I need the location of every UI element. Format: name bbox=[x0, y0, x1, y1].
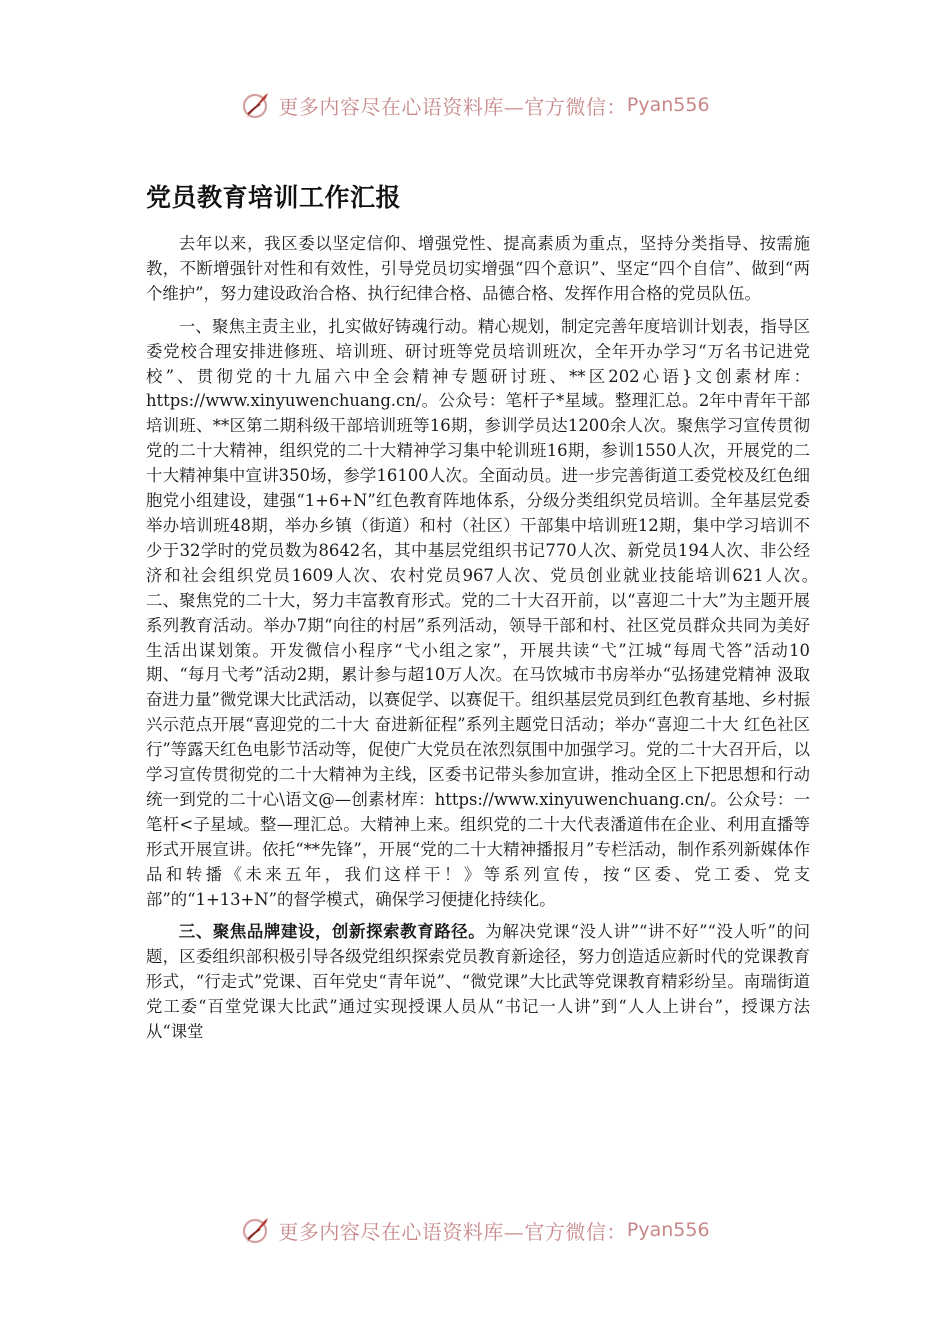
section-1-text: 一、聚焦主责主业，扎实做好铸魂行动。精心规划，制定完善年度培训计划表，指导区委党校合理安排进修班、培训班、研讨班等党员培训班次，全年开办学习“万名书记进党校”、贯彻党的十九届六中全会精神专题研讨班、**区202心语}文创素材库：https://www.xinyuwenchuang.cn/。公众号：笔杆子*星域。整理汇总。2年中青年干部培训班、**区第二期科级干部培训班等16期，参训学员达1200余人次。聚焦学习宣传贯彻党的二十大精神，组织党的二十大精神学习集中轮训班16期，参训1550人次，开展党的二十大精神集中宣讲350场，参学16100人次。全面动员。进一步完善街道工委党校及红色细胞党小组建设，建强“1+6+N”红色教育阵地体系，分级分类组织党员培训。全年基层党委举办培训班48期，举办乡镇（街道）和村（社区）干部集中培训班12期，集中学习培训不少于32学时的党员数为8642名，其中基层党组织书记770人次、新党员194人次、非公经济和社会组织党员1609人次、农村党员967人次、党员创业就业技能培训621人次。 bbox=[146, 316, 810, 585]
paragraph-section-3 bbox=[146, 920, 810, 1045]
section-3-text: 为解决党课“没人讲”“讲不好”“没人听”的问题，区委组织部积极引导各级党组织探索党员教育新途径，努力创造适应新时代的党课教育形式，“行走式”党课、百年党史“青年说”、“微党课”大比武等党课教育精彩纷呈。南瑞街道党工委“百堂党课大比武”通过实现授课人员从“书记一人讲”到“人人上讲台”，授课方法从“课堂 bbox=[146, 922, 810, 1042]
watermark-wechat-id: Pyan556 bbox=[626, 1219, 710, 1241]
watermark-wechat-id: Pyan556 bbox=[626, 94, 710, 116]
watermark-text: 更多内容尽在心语资料库—官方微信： bbox=[278, 94, 627, 119]
document-body bbox=[146, 232, 810, 1053]
paragraph-section-1-2 bbox=[146, 315, 810, 913]
paragraph-intro: 去年以来，我区委以坚定信仰、增强党性、提高素质为重点，坚持分类指导、按需施教，不断增强针对性和有效性，引导党员切实增强“四个意识”、坚定“四个自信”、做到“两个维护”，努力建设政治合格、执行纪律合格、品德合格、发挥作用合格的党员队伍。 bbox=[146, 234, 810, 303]
watermark-text: 更多内容尽在心语资料库—官方微信： bbox=[278, 1219, 627, 1244]
document-title: 党员教育培训工作汇报 bbox=[146, 183, 402, 212]
section-3-heading: 三、聚焦品牌建设，创新探索教育路径。 bbox=[178, 922, 486, 942]
header-watermark-banner bbox=[0, 88, 950, 122]
brush-logo-icon bbox=[240, 1213, 274, 1247]
section-2-text: 二、聚焦党的二十大，努力丰富教育形式。党的二十大召开前，以“喜迎二十大”为主题开展系列教育活动。举办7期“向往的村居”系列活动，领导干部和村、社区党员群众共同为美好生活出谋划策。开发微信小程序“弋小组之家”，开展共读“弋”江城“每周弋答”活动10期、“每月弋考”活动2期，累计参与超10万人次。在马饮城市书房举办“弘扬建党精神 汲取奋进力量”微党课大比武活动，以赛促学、以赛促干。组织基层党员到红色教育基地、乡村振兴示范点开展“喜迎党的二十大 奋进新征程”系列主题党日活动；举办“喜迎二十大 红色社区行”等露天红色电影节活动等，促使广大党员在浓烈氛围中加强学习。党的二十大召开后，以学习宣传贯彻党的二十大精神为主线，区委书记带头参加宣讲，推动全区上下把思想和行动统一到党的二十心\语文@—创素材库：https://www.xinyuwenchuang.cn/。公众号：一笔杆<子星域。整—理汇总。大精神上来。组织党的二十大代表潘道伟在企业、利用直播等形式开展宣讲。依托“**先锋”，开展“党的二十大精神播报月”专栏活动，制作系列新媒体作品和转播《未来五年，我们这样干！》等系列宣传，按“区委、党工委、党支部”的“1+13+N”的督学模式，确保学习便捷化持续化。 bbox=[146, 590, 811, 909]
footer-watermark-banner bbox=[0, 1213, 950, 1247]
brush-logo-icon bbox=[240, 88, 274, 122]
